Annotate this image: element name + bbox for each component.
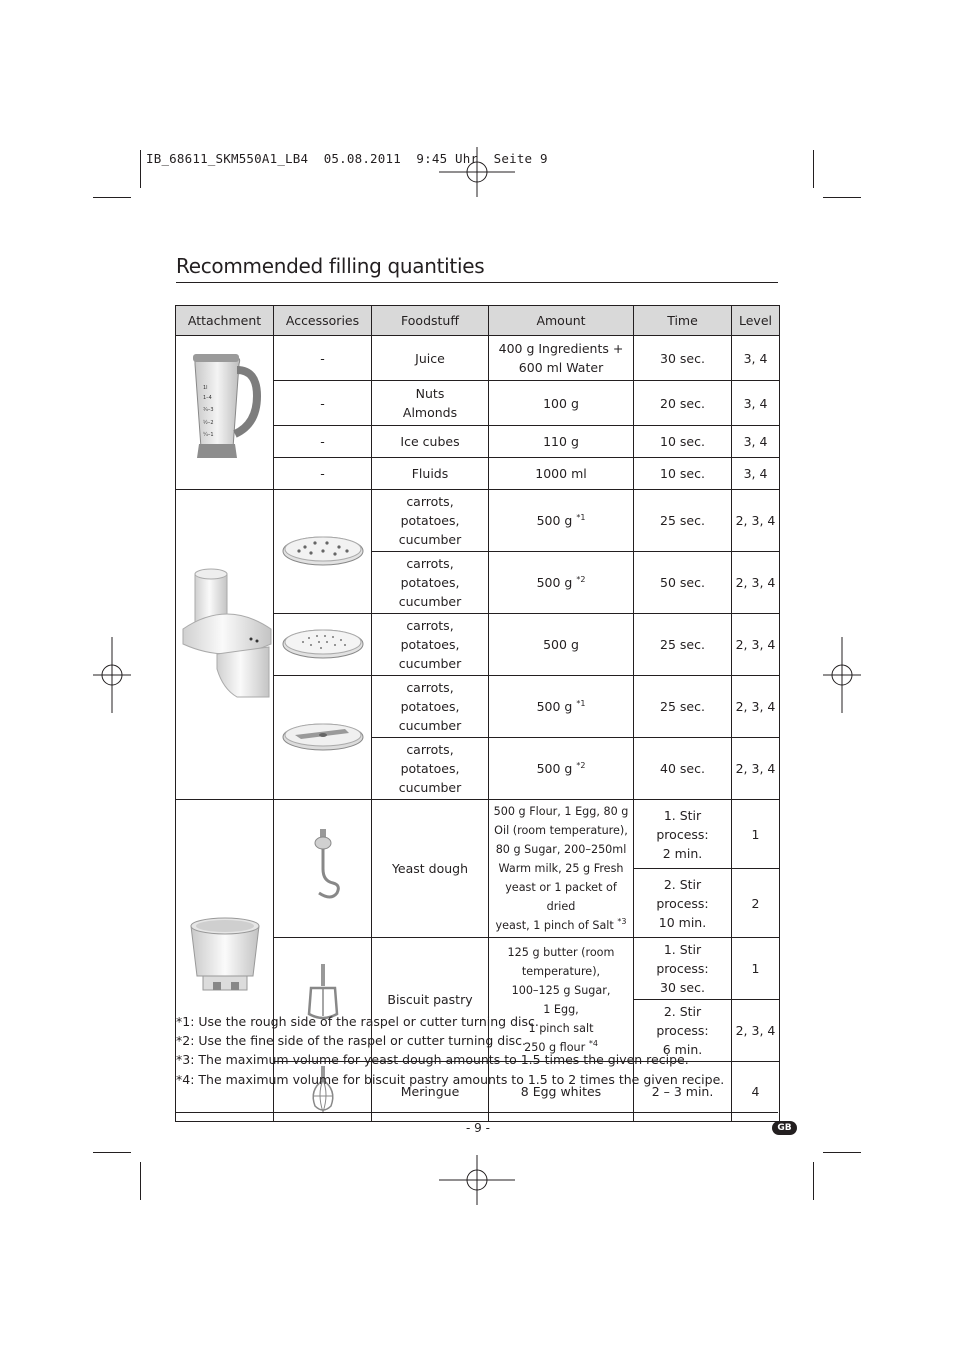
table-header-row [176,306,780,336]
dough-hook-icon [275,811,371,921]
level-cell: 2, 3, 4 [732,676,780,738]
level-cell: 2, 3, 4 [732,490,780,552]
level-cell: 3, 4 [732,381,780,426]
amount-line: 1 Egg, [543,1002,579,1016]
amount-cell: 8 Egg whites [489,1062,634,1122]
footnotes [176,1012,724,1089]
food-cell [372,490,489,552]
footnote-ref: *1 [576,513,586,522]
amount-line [492,916,630,935]
grating-disc-fine-icon [275,620,371,664]
amount-cell [489,738,634,800]
time-cell: 10 sec. [634,458,732,490]
header-accessories: Accessories [274,306,372,336]
print-header: IB_68611_SKM550A1_LB4 05.08.2011 9:45 Uhr Seite 9 [146,151,548,166]
food-line: Nuts [415,386,445,402]
blender-attachment-image [176,336,274,490]
svg-text:1–4: 1–4 [202,395,212,401]
amount-cell [489,336,634,381]
amount-line: 600 ml Water [518,360,604,376]
title-rule [176,282,778,283]
time-line: 2. Stir process: [656,876,709,911]
food-cell: Fluids [372,458,489,490]
food-line: cucumber [398,780,462,795]
level-cell: 4 [732,1062,780,1122]
amount-line: 80 g Sugar, 200–250ml [495,843,627,856]
coarse-disc-image [274,490,372,614]
time-cell: 25 sec. [634,676,732,738]
amount-value: 500 g [536,761,573,776]
footnote: *4: The maximum volume for biscuit pastry amounts to 1.5 to 2 times the given recipe. [176,1071,725,1087]
accessory-cell: - [274,381,372,426]
svg-text:½–2: ½–2 [202,420,214,426]
page-title: Recommended filling quantities [176,254,485,278]
food-cell: Yeast dough [372,800,489,938]
blender-jug-icon [177,336,273,484]
amount-value: 500 g [536,513,573,528]
food-line: carrots, potatoes, [400,556,460,590]
amount-cell: 110 g [489,426,634,458]
amount-line: temperature), [521,964,601,978]
amount-line: Oil (room temperature), [494,824,628,837]
header-foodstuff: Foodstuff [372,306,489,336]
time-cell: 30 sec. [634,336,732,381]
svg-text:¾–3: ¾–3 [202,407,214,413]
time-cell [634,869,732,938]
level-cell: 3, 4 [732,458,780,490]
time-cell: 20 sec. [634,381,732,426]
level-cell: 2, 3, 4 [732,614,780,676]
fine-disc-image [274,614,372,676]
level-cell: 2 [732,869,780,938]
amount-line: 400 g Ingredients + [498,341,624,357]
time-cell: 25 sec. [634,490,732,552]
food-line: carrots, potatoes, [400,680,460,714]
footnote-ref: *4 [588,1038,598,1048]
time-line: 2 min. [662,845,703,861]
food-cell: Meringue [372,1062,489,1122]
table-row [176,336,780,381]
language-badge: GB [772,1121,797,1135]
slicer-attachment-image [176,490,274,800]
amount-cell: 1000 ml [489,458,634,490]
footnote-ref: *2 [576,761,586,770]
amount-line: 100–125 g Sugar, [511,983,611,997]
food-cell: Juice [372,336,489,381]
time-cell: 50 sec. [634,552,732,614]
amount-line: Warm milk, 25 g Fresh [498,862,624,875]
amount-value: 500 g [536,699,573,714]
food-line: carrots, potatoes, [400,618,460,652]
footnote-ref: *1 [576,699,586,708]
food-line: cucumber [398,718,462,733]
slicing-disc-icon [275,691,371,779]
header-level: Level [732,306,780,336]
food-line: cucumber [398,532,462,547]
accessory-cell: - [274,458,372,490]
page-number: - 9 - [466,1121,490,1135]
food-cell: Biscuit pastry [372,938,489,1062]
time-cell: 2 – 3 min. [634,1062,732,1122]
table-row [176,490,780,552]
time-line: 30 sec. [660,980,705,995]
amount-value: 500 g [536,575,573,590]
time-cell: 25 sec. [634,614,732,676]
amount-cell [489,552,634,614]
accessory-cell: - [274,336,372,381]
level-cell: 3, 4 [732,426,780,458]
amount-cell [489,800,634,938]
time-cell [634,938,732,1000]
amount-cell: 500 g [489,614,634,676]
filling-table [175,305,780,1122]
level-cell: 1 [732,800,780,869]
time-line: 2. Stir process: [656,1004,709,1038]
time-line: 10 min. [658,914,707,930]
footer-rule [176,1112,778,1113]
food-line: carrots, potatoes, [400,494,460,528]
footnote: *1: Use the rough side of the raspel or cutter turning disc. [176,1014,539,1029]
amount-line: 1 pinch salt [528,1021,594,1035]
time-line: 1. Stir process: [656,807,709,842]
grating-disc-icon [275,503,371,595]
header-attachment: Attachment [176,306,274,336]
food-cell [372,738,489,800]
level-cell: 2, 3, 4 [732,552,780,614]
food-cell [372,552,489,614]
slicer-attachment-icon [177,529,273,755]
svg-text:1l: 1l [202,385,208,391]
time-line: 6 min. [662,1042,703,1057]
food-cell [372,381,489,426]
amount-line: yeast or 1 packet of dried [505,881,617,913]
table-row [176,800,780,869]
food-cell [372,676,489,738]
amount-cell: 100 g [489,381,634,426]
amount-text: yeast, 1 pinch of Salt [495,919,614,932]
food-cell [372,614,489,676]
amount-cell [489,490,634,552]
amount-line: 125 g butter (room [507,945,615,959]
svg-text:¼–1: ¼–1 [202,432,214,438]
food-line: cucumber [398,594,462,609]
time-cell: 10 sec. [634,426,732,458]
food-line: Almonds [402,405,458,421]
time-line: 1. Stir process: [656,942,709,976]
time-cell [634,800,732,869]
accessory-cell: - [274,426,372,458]
footnote-ref: *2 [576,575,586,584]
amount-cell [489,676,634,738]
level-cell: 2, 3, 4 [732,1000,780,1062]
time-cell: 40 sec. [634,738,732,800]
level-cell: 2, 3, 4 [732,738,780,800]
food-line: cucumber [398,656,462,671]
amount-line: 500 g Flour, 1 Egg, 80 g [493,805,629,818]
header-time: Time [634,306,732,336]
level-cell: 1 [732,938,780,1000]
slicing-disc-image [274,676,372,800]
header-amount: Amount [489,306,634,336]
food-cell: Ice cubes [372,426,489,458]
amount-text: 250 g flour [524,1040,586,1054]
dough-hook-image [274,800,372,938]
footnote: *2: Use the fine side of the raspel or cutter turning disc. [176,1033,527,1049]
footnote-ref: *3 [617,917,627,926]
footnote: *3: The maximum volume for yeast dough amounts to 1.5 times the given recipe. [176,1052,689,1068]
level-cell: 3, 4 [732,336,780,381]
food-line: carrots, potatoes, [400,742,460,776]
